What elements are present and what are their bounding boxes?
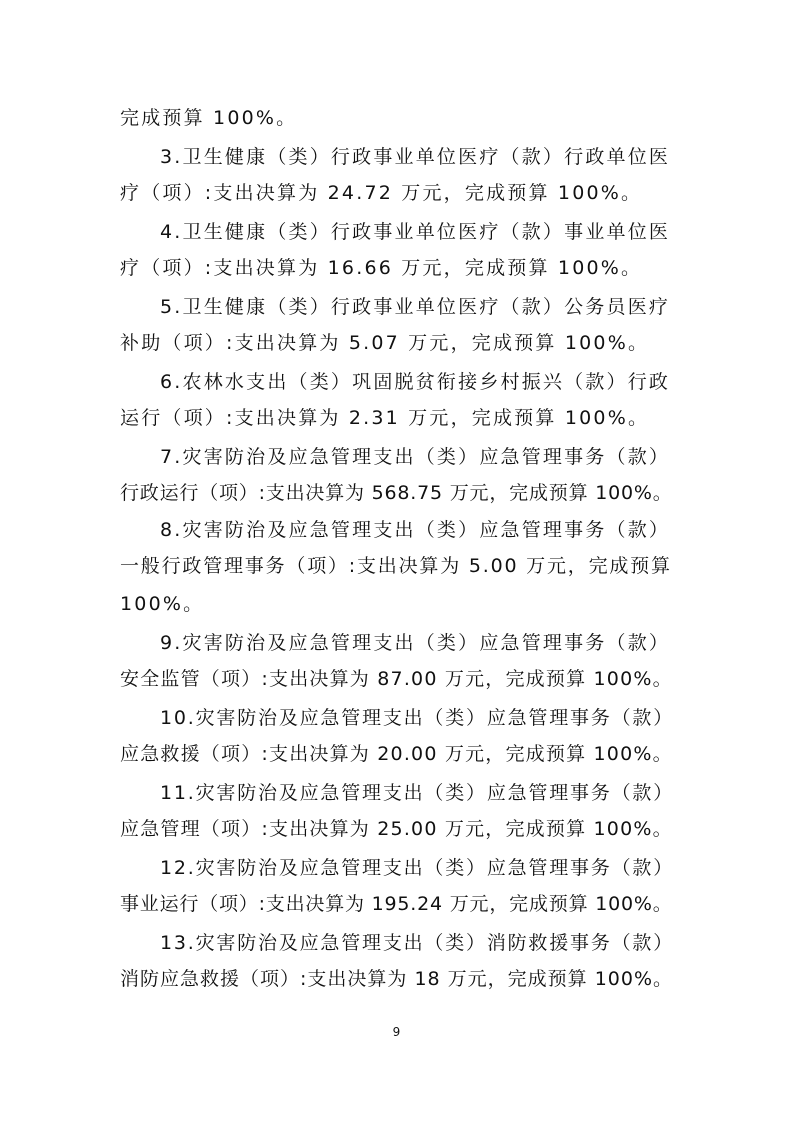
text-line: 消防应急救援（项）:支出决算为 18 万元，完成预算 100%。 (120, 968, 674, 990)
text-line: 10.灾害防治及应急管理支出（类）应急管理事务（款） (160, 707, 675, 729)
text-line: 13.灾害防治及应急管理支出（类）消防救援事务（款） (160, 932, 675, 954)
text-line: 行政运行（项）:支出决算为 568.75 万元，完成预算 100%。 (120, 482, 673, 504)
text-line: 事业运行（项）:支出决算为 195.24 万元，完成预算 100%。 (120, 893, 673, 915)
text-line: 应急救援（项）:支出决算为 20.00 万元，完成预算 100%。 (120, 743, 673, 765)
text-line: 9.灾害防治及应急管理支出（类）应急管理事务（款） (160, 632, 671, 654)
text-line: 11.灾害防治及应急管理支出（类）应急管理事务（款） (160, 782, 675, 804)
text-line: 疗（项）:支出决算为 16.66 万元，完成预算 100%。 (120, 257, 643, 279)
text-line: 疗（项）:支出决算为 24.72 万元，完成预算 100%。 (120, 182, 643, 204)
text-line: 7.灾害防治及应急管理支出（类）应急管理事务（款） (160, 446, 671, 468)
text-line: 一般行政管理事务（项）:支出决算为 5.00 万元，完成预算 (120, 555, 672, 577)
text-line: 运行（项）:支出决算为 2.31 万元，完成预算 100%。 (120, 407, 650, 429)
text-line: 完成预算 100%。 (120, 107, 298, 129)
text-line: 12.灾害防治及应急管理支出（类）应急管理事务（款） (160, 857, 675, 879)
text-line: 8.灾害防治及应急管理支出（类）应急管理事务（款） (160, 519, 671, 541)
text-line: 5.卫生健康（类）行政事业单位医疗（款）公务员医疗 (160, 296, 671, 318)
text-line: 补助（项）:支出决算为 5.07 万元，完成预算 100%。 (120, 332, 650, 354)
text-line: 3.卫生健康（类）行政事业单位医疗（款）行政单位医 (160, 146, 671, 168)
text-line: 6.农林水支出（类）巩固脱贫衔接乡村振兴（款）行政 (160, 371, 671, 393)
text-line: 4.卫生健康（类）行政事业单位医疗（款）事业单位医 (160, 221, 671, 243)
text-line: 应急管理（项）:支出决算为 25.00 万元，完成预算 100%。 (120, 818, 673, 840)
page-number: 9 (392, 1025, 401, 1039)
text-line: 100%。 (120, 593, 205, 615)
text-line: 安全监管（项）:支出决算为 87.00 万元，完成预算 100%。 (120, 668, 673, 690)
